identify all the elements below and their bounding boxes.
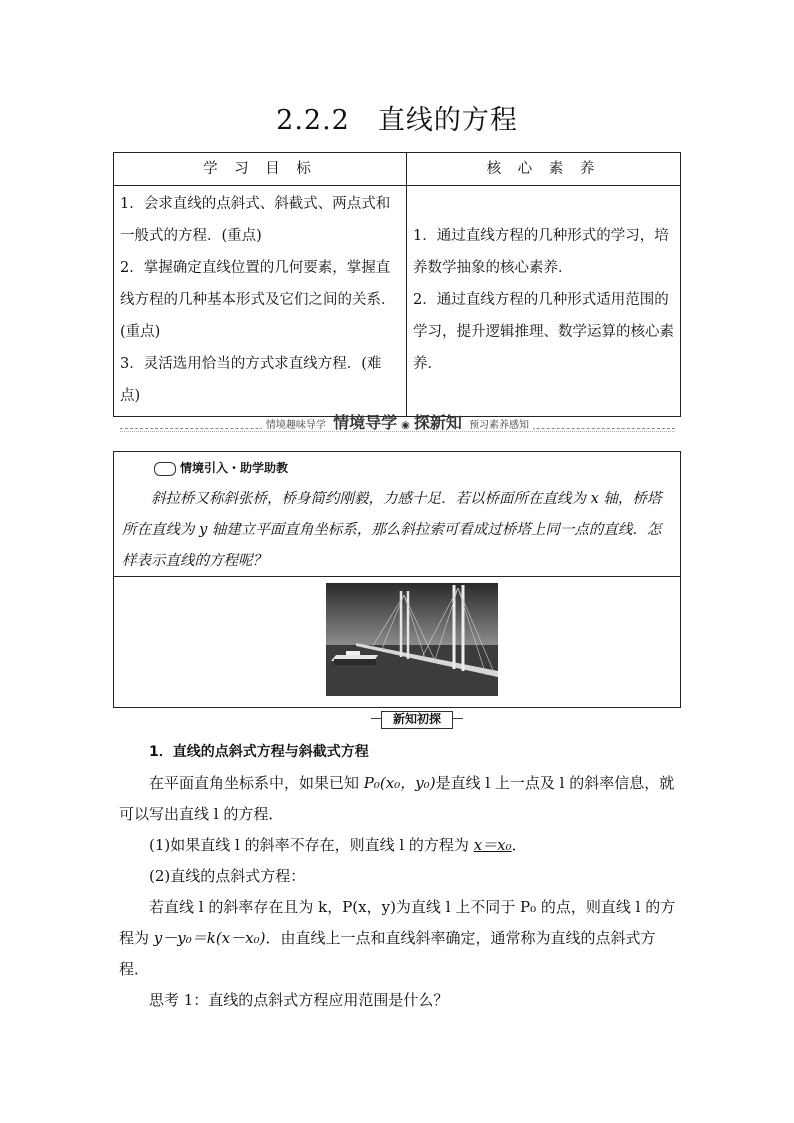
literacy-item: 2．通过直线方程的几种形式适用范围的学习，提升逻辑推理、数学运算的核心素养．	[413, 292, 674, 372]
paragraph-3: (2)直线的点斜式方程：	[149, 867, 306, 885]
think-question: 思考 1：直线的点斜式方程应用范围是什么？	[149, 991, 449, 1009]
section-banner	[120, 410, 675, 434]
goals-cell	[114, 186, 407, 417]
bridge-photo	[326, 583, 498, 696]
paragraph-2: (1)如果直线 l 的斜率不存在，则直线 l 的方程为 x＝x₀．	[149, 836, 527, 854]
paragraph-4: 若直线 l 的斜率存在且为 k，P(x，y)为直线 l 上不同于 P₀ 的点，则直线 l 的方程为 y－y₀＝k(x－x₀)．由直线上一点和直线斜率确定，通常称为直线的点斜式方程．	[119, 898, 676, 978]
image-box	[113, 577, 681, 708]
goals-header: 学 习 目 标	[114, 153, 407, 186]
goal-item: 2．掌握确定直线位置的几何要素，掌握直线方程的几种基本形式及它们之间的关系．(重点)	[120, 260, 396, 340]
intro-paragraph: 斜拉桥又称斜张桥，桥身简约刚毅，力感十足．若以桥面所在直线为 x 轴，桥塔所在直线为 y 轴建立平面直角坐标系，那么斜拉索可看成过桥塔上同一点的直线．怎样表示直线的方程呢？	[122, 491, 662, 569]
goal-item: 3．灵活选用恰当的方式求直线方程．(难点)	[120, 356, 382, 404]
literacy-cell	[407, 186, 681, 417]
section-heading: 1．直线的点斜式方程与斜截式方程	[149, 744, 369, 760]
banner-main-2: 探新知	[413, 413, 462, 432]
goal-item: 1．会求直线的点斜式、斜截式、两点式和一般式的方程．(重点)	[120, 196, 391, 244]
banner-right: 预习素养感知	[469, 420, 530, 431]
literacy-item: 1．通过直线方程的几种形式的学习，培养数学抽象的核心素养．	[413, 228, 669, 276]
literacy-header: 核 心 素 养	[407, 153, 681, 186]
intro-icon	[154, 462, 176, 476]
intro-box	[113, 451, 681, 577]
banner-main-1: 情境导学	[333, 413, 398, 432]
banner-arrow-icon: ◉	[401, 420, 410, 431]
paragraph-1: 在平面直角坐标系中，如果已知 P₀(x₀，y₀)是直线 l 上一点及 l 的斜率信息，就可以写出直线 l 的方程．	[119, 774, 675, 823]
main-content	[119, 737, 679, 1016]
answer-underline: x＝x₀	[473, 836, 512, 854]
banner-left: 情境趣味导学	[265, 420, 326, 431]
page-title: 2.2.2 直线的方程	[276, 105, 518, 136]
intro-heading: 情境引入・助学助教	[180, 461, 289, 475]
goals-table	[113, 152, 681, 417]
new-knowledge-label: 新知初探	[371, 711, 463, 727]
